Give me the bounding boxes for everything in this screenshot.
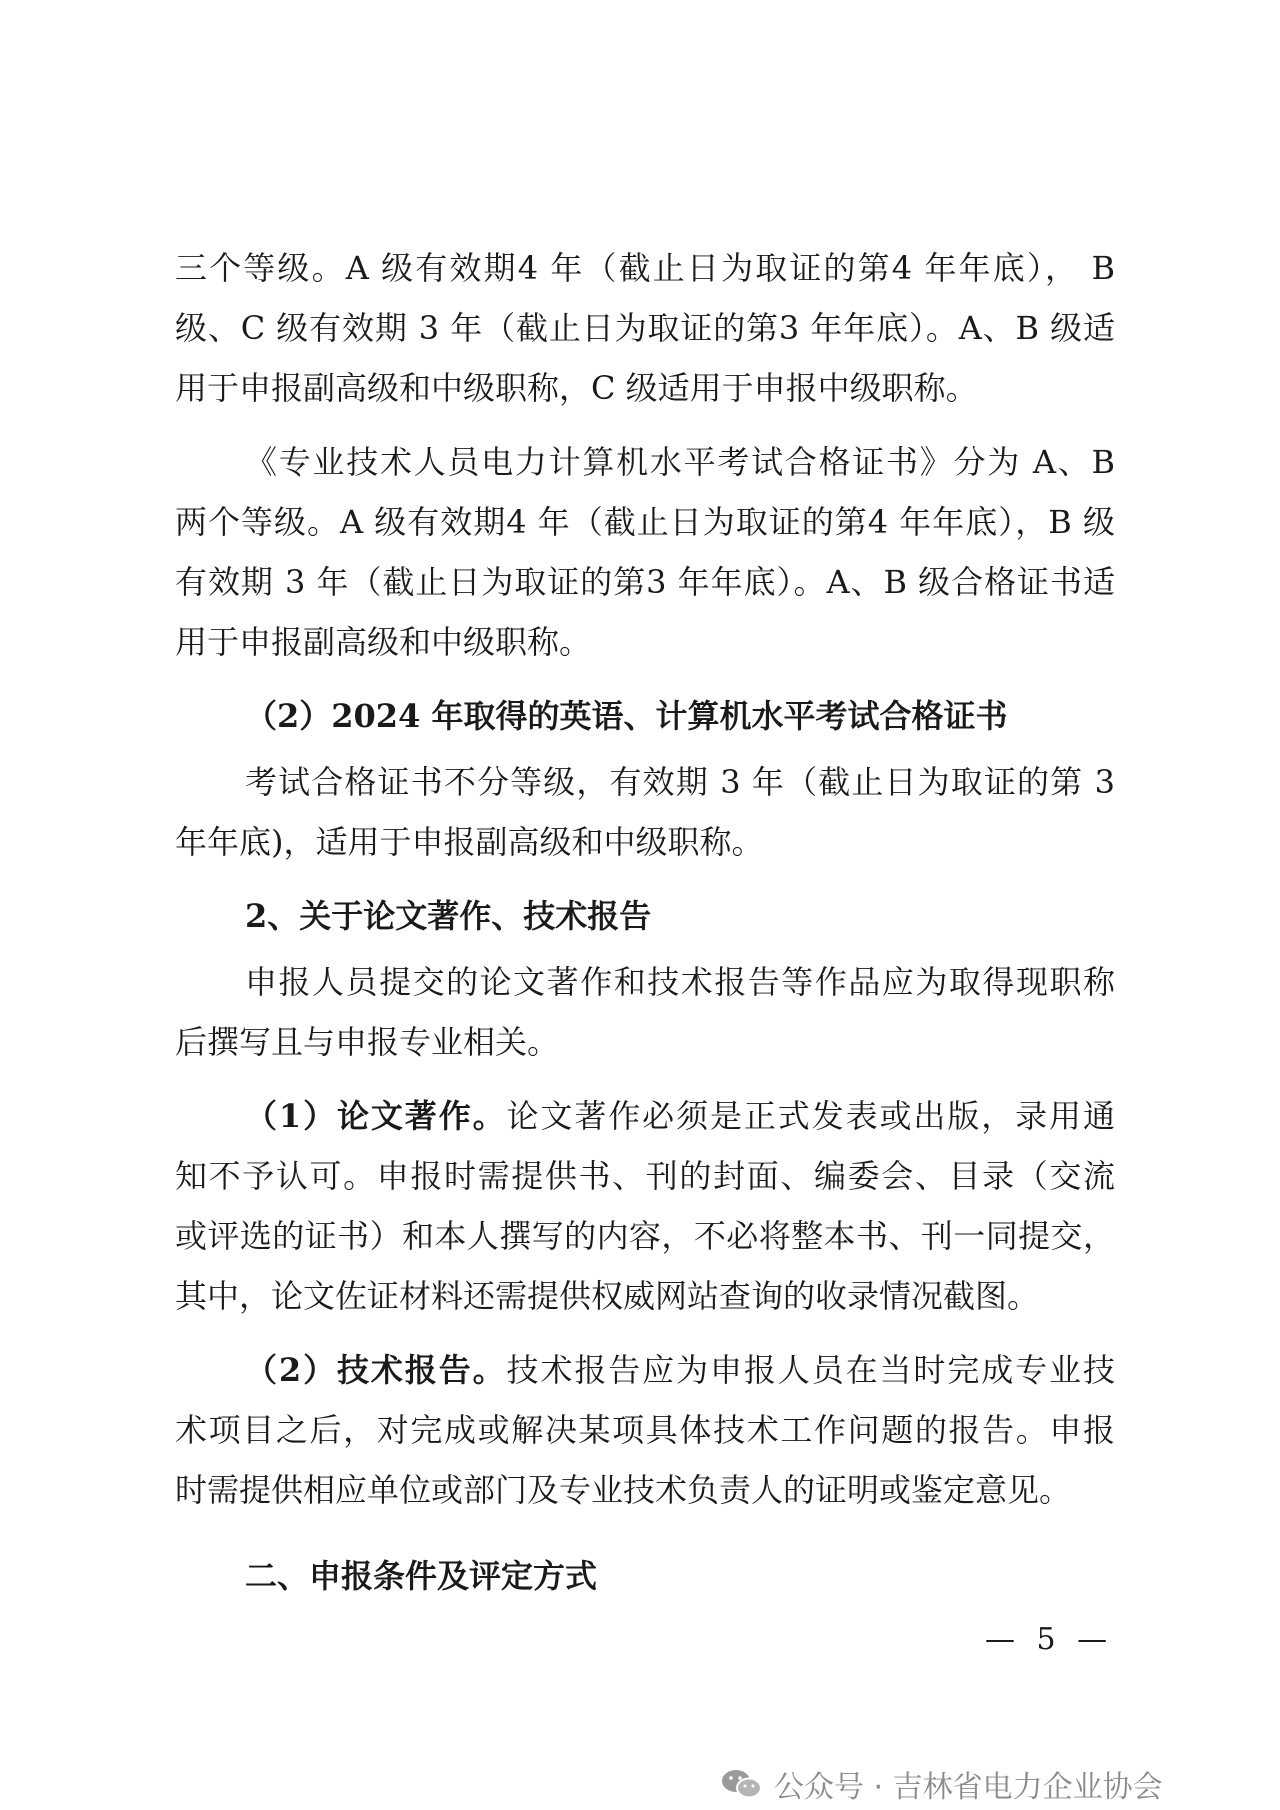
paragraph-gap — [175, 872, 1115, 886]
body-run: 论文著作必须是正式发表或出版，录用通 — [506, 1097, 1115, 1135]
text-line: 用于申报副高级和中级职称，C 级适用于申报中级职称。 — [175, 369, 978, 407]
text-line: 知不予认可。申报时需提供书、刊的封面、编委会、目录（交流 — [175, 1157, 1115, 1195]
paragraph-gap — [175, 1072, 1115, 1086]
text-line: 时需提供相应单位或部门及专业技术负责人的证明或鉴定意见。 — [175, 1471, 1072, 1509]
text-line: 术项目之后，对完成或解决某项具体技术工作问题的报告。申报 — [175, 1411, 1115, 1449]
text-line: 2、关于论文著作、技术报告 — [245, 897, 652, 935]
paragraph-gap — [175, 1520, 1115, 1546]
heading-run: （2）技术报告。 — [245, 1351, 507, 1389]
document-body — [175, 238, 1115, 1606]
text-line — [175, 1086, 1115, 1146]
text-line: 申报人员提交的论文著作和技术报告等作品应为取得现职称 — [245, 963, 1115, 1001]
text-line: 其中，论文佐证材料还需提供权威网站查询的收录情况截图。 — [175, 1277, 1040, 1315]
text-line: 年年底)，适用于申报副高级和中级职称。 — [175, 823, 764, 861]
page-number: — 5 — — [985, 1622, 1114, 1657]
wechat-logo-icon — [720, 1767, 764, 1801]
text-line: 三个等级。A 级有效期4 年（截止日为取证的第4 年年底）， B — [175, 249, 1115, 287]
text-line: 有效期 3 年（截止日为取证的第3 年年底）。A、B 级合格证书适 — [175, 563, 1115, 601]
heading-run: （1）论文著作。 — [245, 1097, 507, 1135]
text-line — [175, 1340, 1115, 1400]
text-line: 考试合格证书不分等级，有效期 3 年（截止日为取证的第 3 — [245, 763, 1115, 801]
paragraph-gap — [175, 1326, 1115, 1340]
text-line: 后撰写且与申报专业相关。 — [175, 1023, 560, 1061]
text-line: 两个等级。A 级有效期4 年（截止日为取证的第4 年年底），B 级 — [175, 503, 1115, 541]
text-line: 《专业技术人员电力计算机水平考试合格证书》分为 A、B — [245, 443, 1115, 481]
paragraph-gap — [175, 418, 1115, 432]
paragraph-gap — [175, 672, 1115, 686]
text-line: 级、C 级有效期 3 年（截止日为取证的第3 年年底）。A、B 级适 — [175, 309, 1115, 347]
watermark — [720, 1764, 1163, 1804]
watermark-text: 公众号 · 吉林省电力企业协会 — [774, 1770, 1163, 1805]
text-line: 二、申报条件及评定方式 — [245, 1557, 598, 1595]
text-line: （2）2024 年取得的英语、计算机水平考试合格证书 — [245, 697, 1008, 735]
text-line: 用于申报副高级和中级职称。 — [175, 623, 592, 661]
text-line: 或评选的证书）和本人撰写的内容，不必将整本书、刊一同提交， — [175, 1217, 1115, 1255]
body-run: 技术报告应为申报人员在当时完成专业技 — [506, 1351, 1115, 1389]
